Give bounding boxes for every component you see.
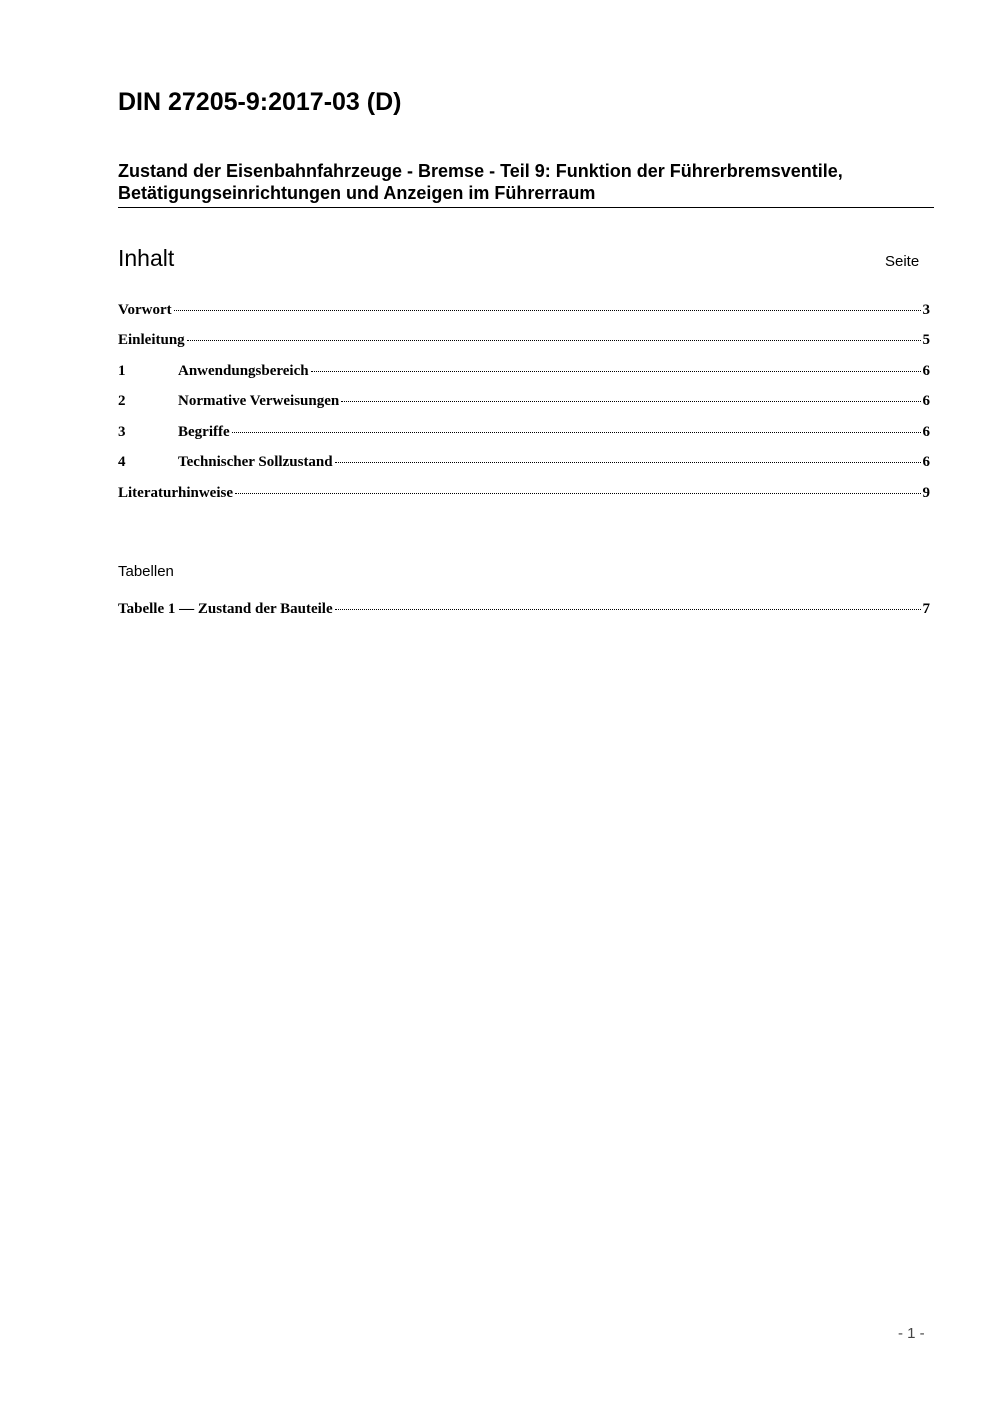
toc-entry-title: Vorwort (118, 302, 172, 318)
document-subtitle (118, 160, 934, 208)
toc-entry-normative-verweisungen[interactable] (118, 393, 930, 413)
toc-entry-page: 6 (922, 363, 930, 379)
page-number: - 1 - (898, 1325, 925, 1342)
dot-leader (235, 493, 921, 494)
toc-entry-einleitung[interactable] (118, 332, 930, 352)
toc-entry-number: 4 (118, 454, 126, 470)
toc-entry-literaturhinweise[interactable] (118, 485, 930, 505)
toc-entry-begriffe[interactable] (118, 424, 930, 444)
dot-leader (232, 432, 921, 433)
tables-heading: Tabellen (118, 563, 174, 580)
toc-heading: Inhalt (118, 245, 175, 271)
toc-entry-page: 6 (922, 424, 930, 440)
toc-entry-page: 6 (922, 454, 930, 470)
toc-entry-technischer-sollzustand[interactable] (118, 454, 930, 474)
toc-entry-number: 3 (118, 424, 126, 440)
table-list-entry[interactable] (118, 601, 930, 621)
table-entry-page: 7 (922, 601, 930, 617)
dot-leader (311, 371, 921, 372)
toc-entry-number: 1 (118, 363, 126, 379)
toc-entry-anwendungsbereich[interactable] (118, 363, 930, 383)
toc-entry-title: Literaturhinweise (118, 485, 233, 501)
toc-entry-number: 2 (118, 393, 126, 409)
dot-leader (335, 609, 921, 610)
dot-leader (341, 401, 920, 402)
dot-leader (335, 462, 921, 463)
toc-entry-title: Technischer Sollzustand (178, 454, 333, 470)
subtitle-line-2: Betätigungseinrichtungen und Anzeigen im Führerraum (118, 183, 596, 203)
toc-entry-title: Einleitung (118, 332, 185, 348)
dot-leader (174, 310, 921, 311)
dot-leader (187, 340, 921, 341)
table-entry-title: Tabelle 1 — Zustand der Bauteile (118, 601, 333, 617)
toc-entry-page: 6 (922, 393, 930, 409)
page-column-label: Seite (885, 253, 920, 270)
toc-entry-page: 3 (922, 302, 930, 318)
document-id: DIN 27205-9:2017-03 (D) (118, 88, 402, 116)
toc-entry-page: 9 (922, 485, 930, 501)
toc-entry-vorwort[interactable] (118, 302, 930, 322)
toc-entry-title: Normative Verweisungen (178, 393, 340, 409)
toc-entry-title: Begriffe (178, 424, 230, 440)
toc-entry-page: 5 (922, 332, 930, 348)
toc-entry-title: Anwendungsbereich (178, 363, 309, 379)
subtitle-line-1: Zustand der Eisenbahnfahrzeuge - Bremse - Teil 9: Funktion der Führerbremsventile, (118, 161, 843, 181)
